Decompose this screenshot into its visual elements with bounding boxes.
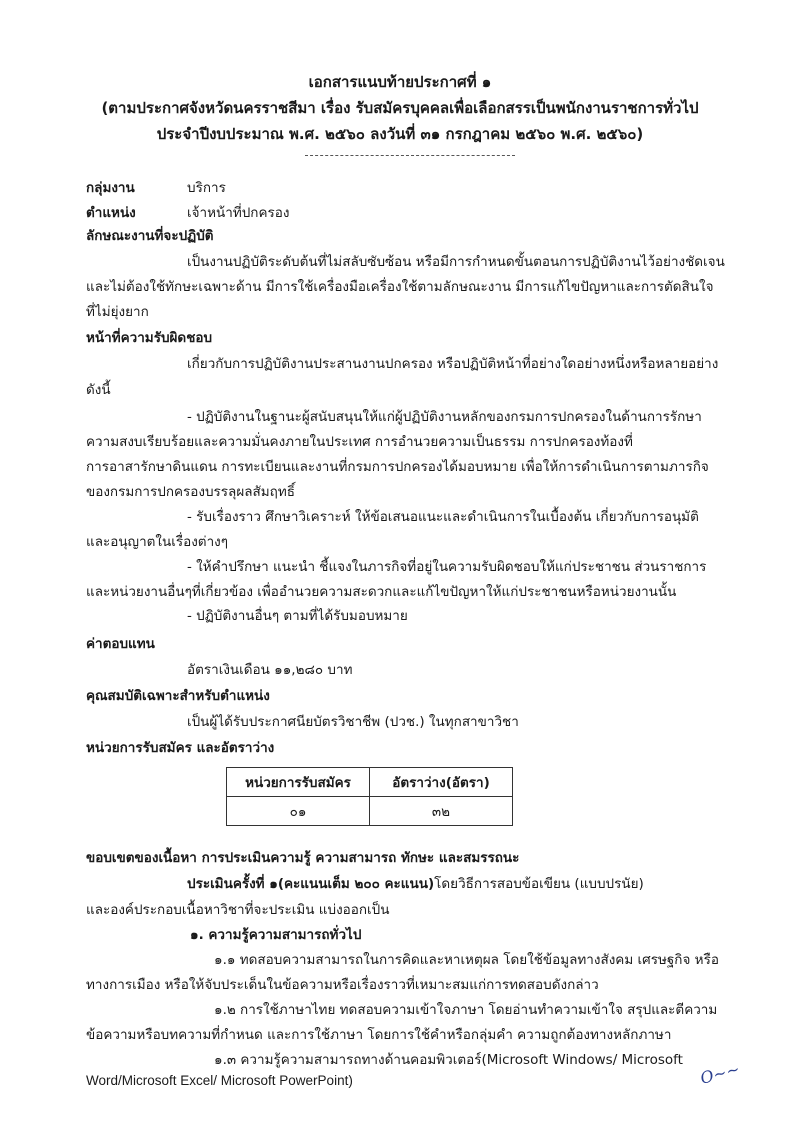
group-value: บริการ bbox=[187, 180, 226, 196]
doc-subtitle: (ตามประกาศจังหวัดนครราชสีมา เรื่อง รับสมัครบุคคลเพื่อเลือกสรรเป็นพนักงานราชการทั่วไป bbox=[101, 99, 699, 117]
section-item-1: ๑. ความรู้ความสามารถทั่วไป bbox=[190, 927, 362, 943]
table-row bbox=[227, 797, 513, 826]
paragraph-line: ข้อความหรือบทความที่กำหนด และการใช้ภาษา โดยการใช้คำหรือกลุ่มคำ ความถูกต้องทางหลักภาษา bbox=[86, 1027, 672, 1043]
paragraph-line: และองค์ประกอบเนื้อหาวิชาที่จะประเมิน แบ่งออกเป็น bbox=[86, 902, 390, 918]
divider bbox=[305, 155, 515, 156]
assessment-round bbox=[187, 872, 644, 894]
doc-title: เอกสารแนบท้ายประกาศที่ ๑ bbox=[308, 73, 492, 91]
units-table bbox=[226, 767, 513, 826]
paragraph-line: ของกรมการปกครองบรรลุผลสัมฤทธิ์ bbox=[86, 484, 295, 500]
paragraph-line: เป็นงานปฏิบัติระดับต้นที่ไม่สลับซับซ้อน หรือมีการกำหนดขั้นตอนการปฏิบัติงานไว้อย่างชัดเจน bbox=[187, 254, 725, 270]
subsection-1-2: ๑.๒ การใช้ภาษาไทย ทดสอบความเข้าใจภาษา โดยอ่านทำความเข้าใจ สรุปและตีความ bbox=[214, 1002, 718, 1018]
paragraph-line: การอาสารักษาดินแดน การทะเบียนและงานที่กรมการปกครองได้มอบหมาย เพื่อให้การดำเนินการตามภารกิจ bbox=[86, 459, 709, 475]
column-header: หน่วยการรับสมัคร bbox=[227, 768, 370, 797]
duty-item: - ปฏิบัติงานในฐานะผู้สนับสนุนให้แก่ผู้ปฏิบัติงานหลักของกรมการปกครองในด้านการรักษา bbox=[187, 409, 702, 425]
table-cell: ๓๒ bbox=[370, 797, 513, 826]
subsection-1-3: ๑.๓ ความรู้ความสามารถทางด้านคอมพิวเตอร์(Microsoft Windows/ Microsoft bbox=[214, 1052, 683, 1068]
job-nature-heading: ลักษณะงานที่จะปฏิบัติ bbox=[86, 228, 214, 244]
column-header: อัตราว่าง(อัตรา) bbox=[370, 768, 513, 797]
salary-value: อัตราเงินเดือน ๑๑,๒๘๐ บาท bbox=[187, 662, 353, 678]
paragraph-line: และหน่วยงานอื่นๆที่เกี่ยวข้อง เพื่ออำนวยความสะดวกและแก้ไขปัญหาให้แก่ประชาชนหรือหน่วยงานนั้น bbox=[86, 584, 677, 600]
units-heading: หน่วยการรับสมัคร และอัตราว่าง bbox=[86, 740, 275, 756]
paragraph-line: ดังนี้ bbox=[86, 382, 111, 398]
doc-subtitle-date: ประจำปีงบประมาณ พ.ศ. ๒๕๖๐ ลงวันที่ ๓๑ กรกฎาคม ๒๕๖๐ พ.ศ. ๒๕๖๐) bbox=[156, 125, 644, 143]
assessment-round-title: ประเมินครั้งที่ ๑(คะแนนเต็ม ๒๐๐ คะแนน) bbox=[187, 876, 435, 892]
paragraph-line: ความสงบเรียบร้อยและความมั่นคงภายในประเทศ การอำนวยความเป็นธรรม การปกครองท้องที่ bbox=[86, 434, 633, 450]
duty-item: - รับเรื่องราว ศึกษาวิเคราะห์ ให้ข้อเสนอแนะและดำเนินการในเบื้องต้น เกี่ยวกับการอนุมัติ bbox=[187, 509, 699, 525]
signature-initials: O~~ bbox=[698, 1059, 742, 1088]
scope-heading: ขอบเขตของเนื้อหา การประเมินความรู้ ความสามารถ ทักษะ และสมรรถนะ bbox=[86, 850, 520, 866]
subsection-1-1: ๑.๑ ทดสอบความสามารถในการคิดและหาเหตุผล โดยใช้ข้อมูลทางสังคม เศรษฐกิจ หรือ bbox=[214, 952, 719, 968]
position-value: เจ้าหน้าที่ปกครอง bbox=[187, 205, 290, 221]
assessment-method: โดยวิธีการสอบข้อเขียน (แบบปรนัย) bbox=[434, 876, 644, 892]
position-label: ตำแหน่ง bbox=[86, 205, 136, 221]
duty-item: - ให้คำปรึกษา แนะนำ ชี้แจงในภารกิจที่อยู่ในความรับผิดชอบให้แก่ประชาชน ส่วนราชการ bbox=[187, 559, 707, 575]
table-header-row bbox=[227, 768, 513, 797]
paragraph-line: ที่ไม่ยุ่งยาก bbox=[86, 304, 149, 320]
paragraph-line: ทางการเมือง หรือให้จับประเด็นในข้อความหรือเรื่องราวที่เหมาะสมแก่การทดสอบดังกล่าว bbox=[86, 977, 599, 993]
qualification-value: เป็นผู้ได้รับประกาศนียบัตรวิชาชีพ (ปวช.) ในทุกสาขาวิชา bbox=[187, 714, 519, 730]
group-label: กลุ่มงาน bbox=[86, 180, 135, 196]
compensation-heading: ค่าตอบแทน bbox=[86, 636, 155, 652]
table-cell: ๐๑ bbox=[227, 797, 370, 826]
duties-heading: หน้าที่ความรับผิดชอบ bbox=[86, 330, 213, 346]
paragraph-line: และอนุญาตในเรื่องต่างๆ bbox=[86, 534, 228, 550]
duty-item: - ปฏิบัติงานอื่นๆ ตามที่ได้รับมอบหมาย bbox=[187, 608, 408, 624]
paragraph-line: และไม่ต้องใช้ทักษะเฉพาะด้าน มีการใช้เครื่องมือเครื่องใช้ตามลักษณะงาน มีการแก้ไขปัญหาและการตัดสินใจ bbox=[86, 279, 714, 295]
qualification-heading: คุณสมบัติเฉพาะสำหรับตำแหน่ง bbox=[86, 688, 270, 704]
paragraph-line: เกี่ยวกับการปฏิบัติงานประสานงานปกครอง หรือปฏิบัติหน้าที่อย่างใดอย่างหนึ่งหรือหลายอย่าง bbox=[187, 356, 719, 372]
paragraph-line: Word/Microsoft Excel/ Microsoft PowerPoint) bbox=[86, 1073, 353, 1088]
